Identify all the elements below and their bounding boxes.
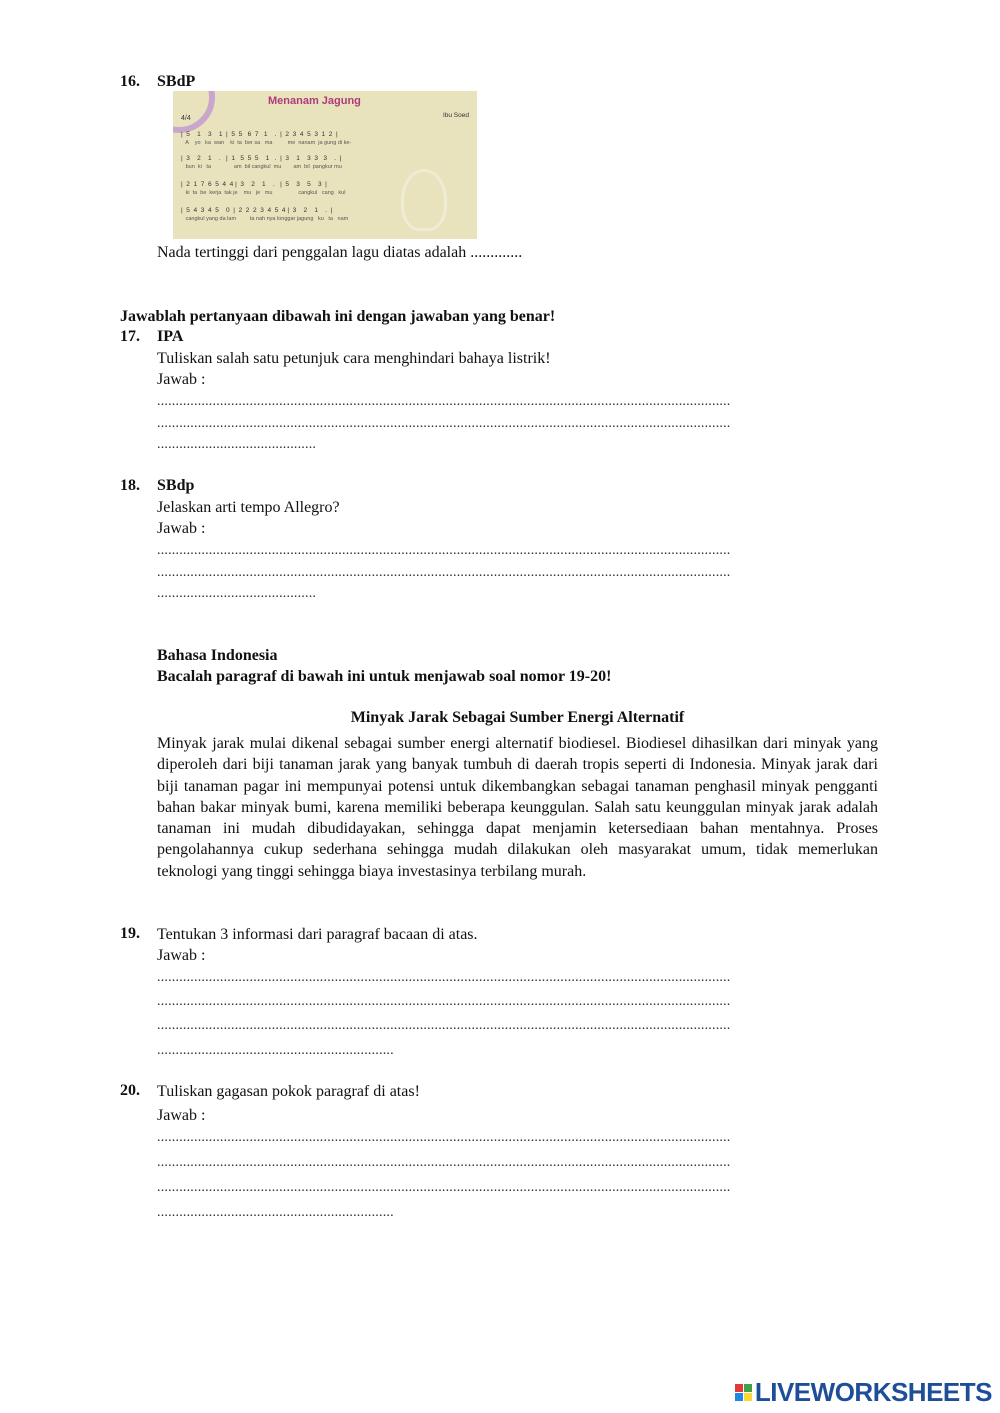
decorative-swirl — [173, 91, 215, 133]
q18-answer-line[interactable]: ........................................................................................................................................................... — [157, 565, 731, 580]
passage-title: Minyak Jarak Sebagai Sumber Energi Alternatif — [350, 709, 685, 726]
q20-answer-line[interactable]: ........................................................................................................................................................... — [157, 1155, 731, 1170]
q19-question: Tentukan 3 informasi dari paragraf bacaan di atas. — [157, 926, 478, 943]
q19-answer-line[interactable]: ........................................................................................................................................................... — [157, 970, 731, 985]
q18-answer-line[interactable]: ........................................... — [157, 586, 317, 601]
logo-square-icon — [744, 1393, 752, 1401]
bahasa-subject: Bahasa Indonesia — [157, 647, 278, 664]
liveworksheets-logo-icon — [735, 1384, 752, 1401]
q18-question: Jelaskan arti tempo Allegro? — [157, 499, 340, 516]
song-meter: 4/4 — [181, 115, 191, 122]
song-lyrics: A yo ka wan ki ta ber sa ma me nanam ja gung di ke- — [181, 140, 352, 146]
bahasa-instruction: Bacalah paragraf di bawah ini untuk menjawab soal nomor 19-20! — [157, 668, 612, 685]
logo-square-icon — [735, 1384, 743, 1392]
song-notes: | 3 2 1 . | 1 5 5 5 1 . | 3 1 3 3 3 . | — [181, 155, 342, 162]
passage-paragraph: Minyak jarak mulai dikenal sebagai sumber energi alternatif biodiesel. Biodiesel dihasilkan dari minyak yang diperoleh dari biji tanaman jarak yang banyak tumbuh di daerah tropis seperti di Indonesia. Minyak jarak dari biji tanaman pagar ini mempunyai potensi untuk dikembangkan sebagai tanaman penghasil minyak pengganti bahan bakar minyak bumi, karena memiliki beberapa keunggulan. Salah satu keunggulan minyak jarak adalah tanaman ini mudah dibudidayakan, sehingga dapat menjamin ketersediaan bahan mentahnya. Proses pengolahannya cukup sederhana sehingga mudah dilakukan oleh masyarakat umum, tidak memerlukan teknologi yang tinggi sehingga biaya investasinya terbilang murah. — [157, 735, 878, 880]
q16-question: Nada tertinggi dari penggalan lagu diatas adalah ............. — [157, 244, 523, 261]
q18-answer-line[interactable]: ........................................................................................................................................................... — [157, 543, 731, 558]
q19-answer-line[interactable]: ........................................................................................................................................................... — [157, 994, 731, 1009]
q20-number: 20. — [120, 1082, 140, 1099]
q20-answer-line[interactable]: ........................................................................................................................................................... — [157, 1130, 731, 1145]
q18-subject: SBdp — [157, 477, 195, 494]
q16-number: 16. — [120, 73, 140, 90]
song-notes: | 2 1 7 6 5 4 4 | 3 2 1 . | 5 3 5 3 | — [181, 181, 327, 188]
q19-answer-line[interactable]: ........................................................................................................................................................... — [157, 1018, 731, 1033]
q17-answer-line[interactable]: ........................................... — [157, 437, 317, 452]
q17-number: 17. — [120, 328, 140, 345]
q20-question: Tuliskan gagasan pokok paragraf di atas! — [157, 1083, 420, 1100]
song-lyrics: ki ta be kerja tak je mu je mu cangkul cang kul — [181, 190, 346, 196]
song-notes: | 5 4 3 4 5 0 | 2 2 2 3 4 5 4 | 3 2 1 . | — [181, 207, 333, 214]
q17-answer-line[interactable]: ........................................................................................................................................................... — [157, 394, 731, 409]
q19-header — [120, 925, 157, 943]
q18-header — [120, 477, 194, 495]
q17-subject: IPA — [157, 328, 184, 345]
song-sheet-image — [173, 91, 477, 239]
q17-question: Tuliskan salah satu petunjuk cara menghindari bahaya listrik! — [157, 350, 551, 367]
logo-square-icon — [735, 1393, 743, 1401]
song-row — [181, 181, 473, 197]
section-instruction: Jawablah pertanyaan dibawah ini dengan jawaban yang benar! — [120, 308, 556, 325]
song-lyrics: cangkul yang da lam ta nah nya longgar jagung ku ta nam — [181, 216, 349, 222]
song-lyrics: bun ki ta am bil cangkul mu am bil pangkur mu — [181, 164, 342, 170]
song-row — [181, 207, 473, 223]
q17-answer-label: Jawab : — [157, 371, 206, 388]
q19-answer-label: Jawab : — [157, 947, 206, 964]
q20-answer-line[interactable]: ................................................................ — [157, 1205, 394, 1220]
q20-answer-label: Jawab : — [157, 1107, 206, 1124]
q16-subject: SBdP — [157, 73, 196, 90]
q19-number: 19. — [120, 925, 140, 942]
q16-header — [120, 73, 195, 91]
q17-header — [120, 328, 183, 346]
q18-number: 18. — [120, 477, 140, 494]
q20-answer-line[interactable]: ........................................................................................................................................................... — [157, 1180, 731, 1195]
q20-header — [120, 1082, 157, 1100]
song-title: Menanam Jagung — [268, 95, 361, 107]
q17-answer-line[interactable]: ........................................................................................................................................................... — [157, 416, 731, 431]
liveworksheets-logo[interactable] — [735, 1377, 992, 1407]
song-row — [181, 131, 473, 147]
logo-square-icon — [744, 1384, 752, 1392]
song-composer: Ibu Soed — [442, 112, 469, 119]
q18-answer-label: Jawab : — [157, 520, 206, 537]
q19-answer-line[interactable]: ................................................................ — [157, 1043, 394, 1058]
song-row — [181, 155, 473, 171]
logo-text: LIVEWORKSHEETS — [754, 1376, 992, 1407]
song-notes: | 5 1 3 1 | 5 5 6 7 1 . | 2 3 4 5 3 1 2 | — [181, 131, 338, 138]
